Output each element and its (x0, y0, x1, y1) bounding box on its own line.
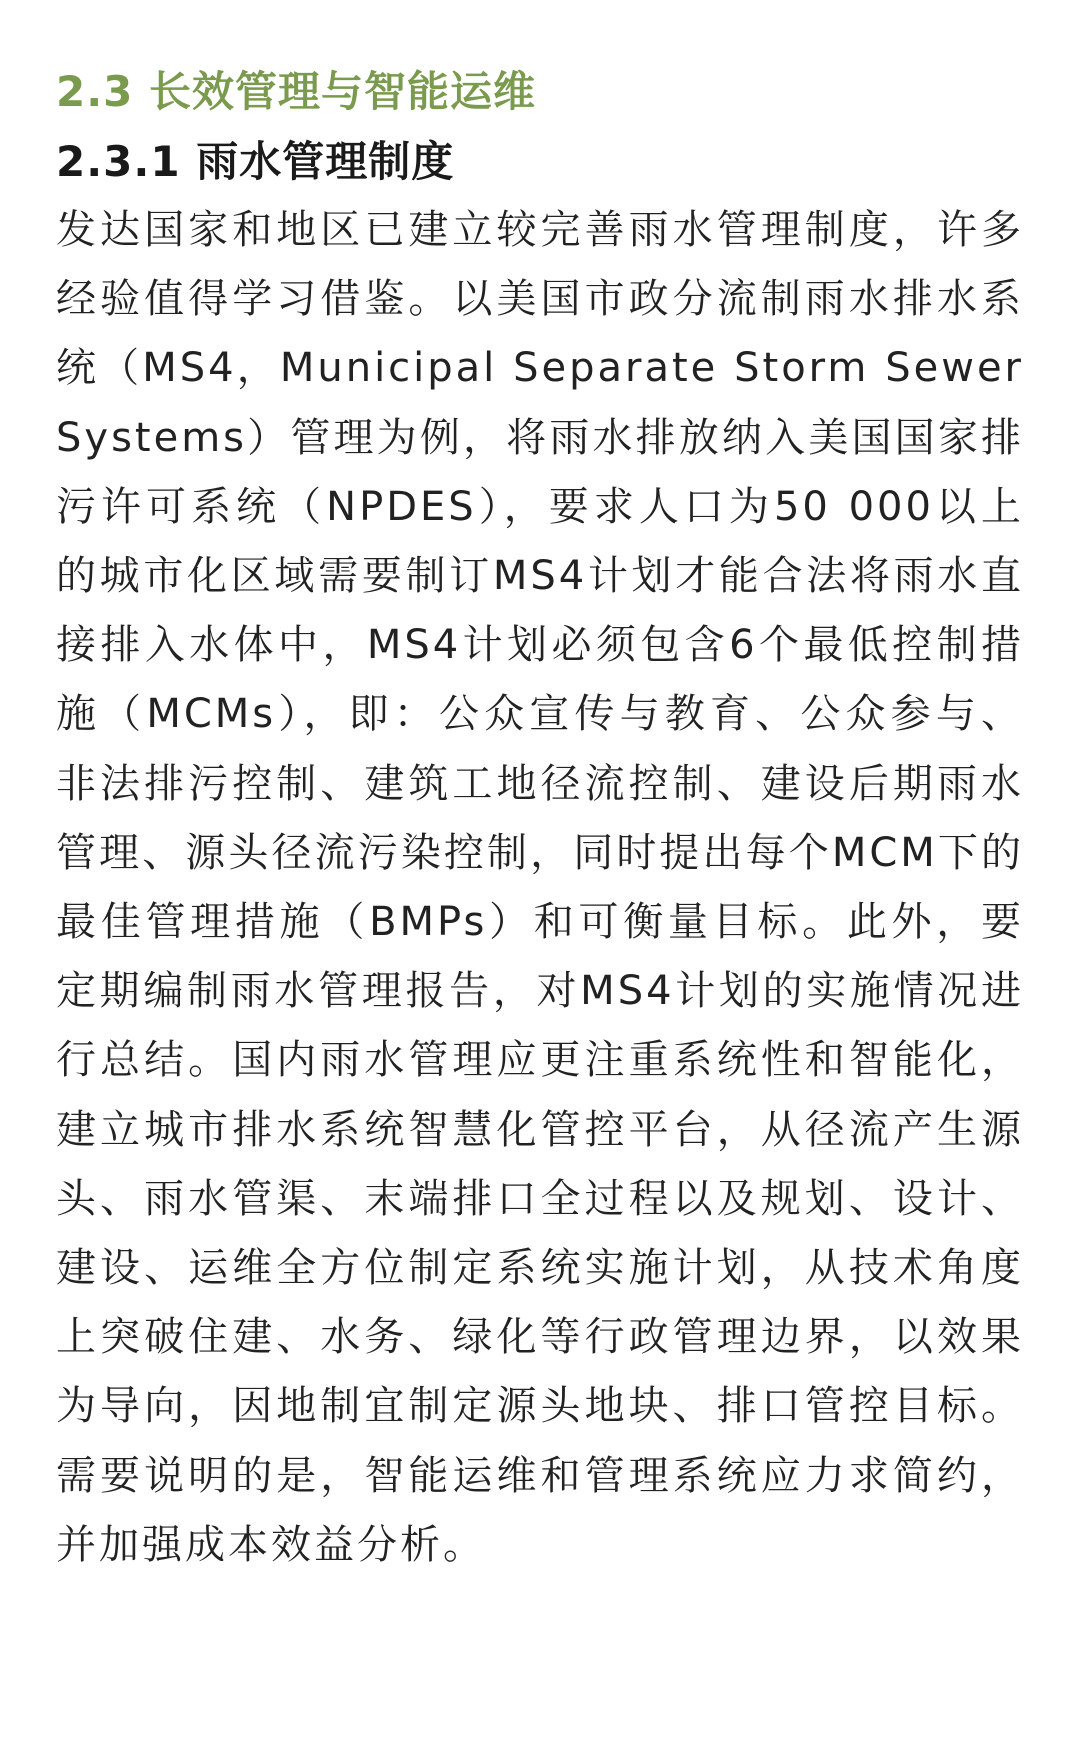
body-paragraph: 发达国家和地区已建立较完善雨水管理制度，许多经验值得学习借鉴。以美国市政分流制雨水排水系统（MS4，Municipal Separate Storm Sewer Systems）管理为例，将雨水排放纳入美国国家排污许可系统（NPDES），要求人口为50 000以上的城市化区域需要制订MS4计划才能合法将雨水直接排入水体中，MS4计划必须包含6个最低控制措施（MCMs），即：公众宣传与教育、公众参与、非法排污控制、建筑工地径流控制、建设后期雨水管理、源头径流污染控制，同时提出每个MCM下的最佳管理措施（BMPs）和可衡量目标。此外，要定期编制雨水管理报告，对MS4计划的实施情况进行总结。国内雨水管理应更注重系统性和智能化，建立城市排水系统智慧化管控平台，从径流产生源头、雨水管渠、末端排口全过程以及规划、设计、建设、运维全方位制定系统实施计划，从技术角度上突破住建、水务、绿化等行政管理边界，以效果为导向，因地制宜制定源头地块、排口管控目标。需要说明的是，智能运维和管理系统应力求简约，并加强成本效益分析。 (56, 207, 1024, 1568)
section-title: 2.3 长效管理与智能运维 (56, 67, 537, 116)
subsection-title: 2.3.1 雨水管理制度 (56, 137, 455, 186)
document-page (56, 64, 1024, 1580)
